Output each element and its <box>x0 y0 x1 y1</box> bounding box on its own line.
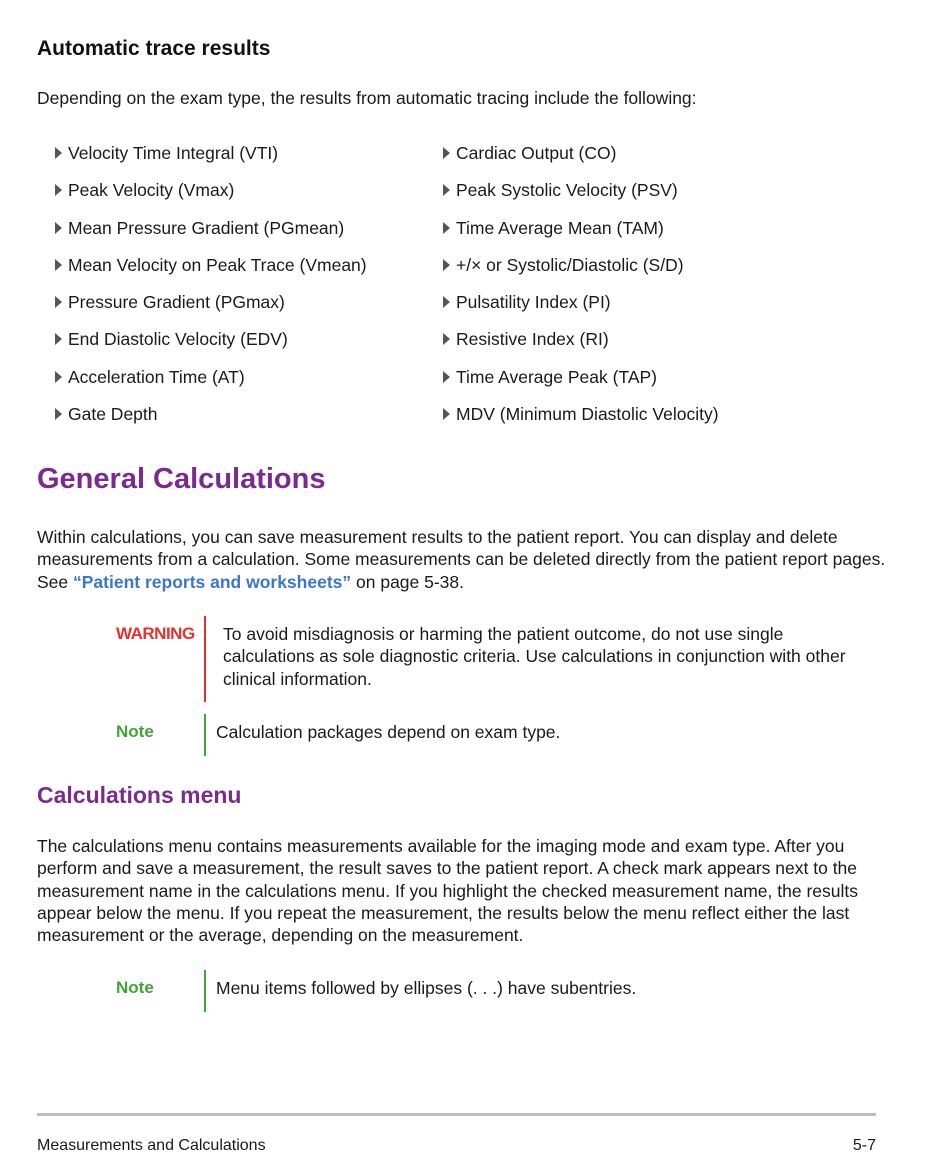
list-item <box>54 364 367 401</box>
bullet-triangle-icon <box>443 408 450 420</box>
list-item <box>442 364 719 401</box>
bullet-triangle-icon <box>443 333 450 345</box>
intro-text: Depending on the exam type, the results from automatic tracing include the following: <box>37 88 697 108</box>
list-item-text: Peak Systolic Velocity (PSV) <box>456 180 678 201</box>
paragraph-text: Within calculations, you can save measurement results to the patient report. You can display and delete measurements from a calculation. Some measurements can be deleted directly from the patient report pages. See <box>37 527 886 592</box>
list-item <box>54 289 367 326</box>
list-item <box>442 326 719 363</box>
note-label: Note <box>116 722 154 741</box>
list-item-text: Pressure Gradient (PGmax) <box>68 292 285 313</box>
bullet-triangle-icon <box>55 296 62 308</box>
list-item-text: MDV (Minimum Diastolic Velocity) <box>456 404 719 425</box>
list-item-text: Resistive Index (RI) <box>456 329 609 350</box>
menu-note-callout <box>0 970 950 1014</box>
list-item <box>442 401 719 438</box>
warning-divider <box>204 616 206 702</box>
footer-chapter-title: Measurements and Calculations <box>37 1137 266 1154</box>
list-item-text: +/× or Systolic/Diastolic (S/D) <box>456 254 684 275</box>
bullet-triangle-icon <box>55 184 62 196</box>
bullet-triangle-icon <box>443 184 450 196</box>
bullet-triangle-icon <box>55 408 62 420</box>
list-item-text: Acceleration Time (AT) <box>68 366 245 387</box>
bullet-triangle-icon <box>55 259 62 271</box>
general-calculations-heading: General Calculations <box>37 463 326 495</box>
bullet-triangle-icon <box>55 371 62 383</box>
note-label: Note <box>116 978 154 997</box>
general-calculations-paragraph <box>37 526 887 593</box>
bullet-triangle-icon <box>443 371 450 383</box>
list-item-text: Time Average Mean (TAM) <box>456 217 664 238</box>
section-heading: Automatic trace results <box>37 37 271 60</box>
note-callout <box>0 714 950 758</box>
list-item <box>54 177 367 214</box>
bullet-list-left <box>54 140 367 438</box>
list-item-text: Time Average Peak (TAP) <box>456 366 658 387</box>
warning-text: To avoid misdiagnosis or harming the patient outcome, do not use single calculations as sole diagnostic criteria. Use calculations in conjunction with other clinical information. <box>223 624 846 689</box>
bullet-triangle-icon <box>55 147 62 159</box>
list-item <box>442 252 719 289</box>
bullet-triangle-icon <box>443 222 450 234</box>
bullet-list-right <box>442 140 719 438</box>
list-item <box>442 140 719 177</box>
list-item-text: Cardiac Output (CO) <box>456 143 617 163</box>
bullet-triangle-icon <box>443 147 450 159</box>
footer-rule <box>37 1113 876 1116</box>
list-item <box>442 215 719 252</box>
list-item <box>442 177 719 214</box>
bullet-triangle-icon <box>443 259 450 271</box>
calculations-menu-heading: Calculations menu <box>37 782 242 808</box>
patient-reports-link[interactable]: “Patient reports and worksheets” <box>73 571 352 592</box>
note-divider <box>204 714 206 756</box>
list-item <box>54 215 367 252</box>
note-text: Calculation packages depend on exam type. <box>216 722 561 742</box>
list-item-text: Mean Velocity on Peak Trace (Vmean) <box>68 254 367 275</box>
list-item-text: Peak Velocity (Vmax) <box>68 180 235 201</box>
calculations-menu-paragraph: The calculations menu contains measurements available for the imaging mode and exam type. After you perform and save a measurement, the result saves to the patient report. A check mark appears next to the measurement name in the calculations menu. If you highlight the checked measurement name, the results appear below the menu. If you repeat the measurement, the results below the menu reflect either the last measurement or the average, depending on the measurement. <box>37 836 858 946</box>
bullet-triangle-icon <box>55 333 62 345</box>
note-divider <box>204 970 206 1012</box>
list-item-text: Velocity Time Integral (VTI) <box>68 143 279 163</box>
footer-page-number: 5-7 <box>852 1137 876 1154</box>
bullet-triangle-icon <box>55 222 62 234</box>
list-item-text: Pulsatility Index (PI) <box>456 292 611 313</box>
list-item <box>54 252 367 289</box>
note-text: Menu items followed by ellipses (. . .) have subentries. <box>216 978 637 998</box>
list-item <box>54 326 367 363</box>
list-item <box>442 289 719 326</box>
warning-label: WARNING <box>116 624 195 643</box>
list-item <box>54 140 367 177</box>
list-item-text: Gate Depth <box>68 404 158 425</box>
list-item <box>54 401 367 438</box>
list-item-text: Mean Pressure Gradient (PGmean) <box>68 217 345 238</box>
paragraph-text: on page 5-38. <box>351 571 465 592</box>
list-item-text: End Diastolic Velocity (EDV) <box>68 329 288 350</box>
warning-callout <box>0 616 950 706</box>
bullet-triangle-icon <box>443 296 450 308</box>
